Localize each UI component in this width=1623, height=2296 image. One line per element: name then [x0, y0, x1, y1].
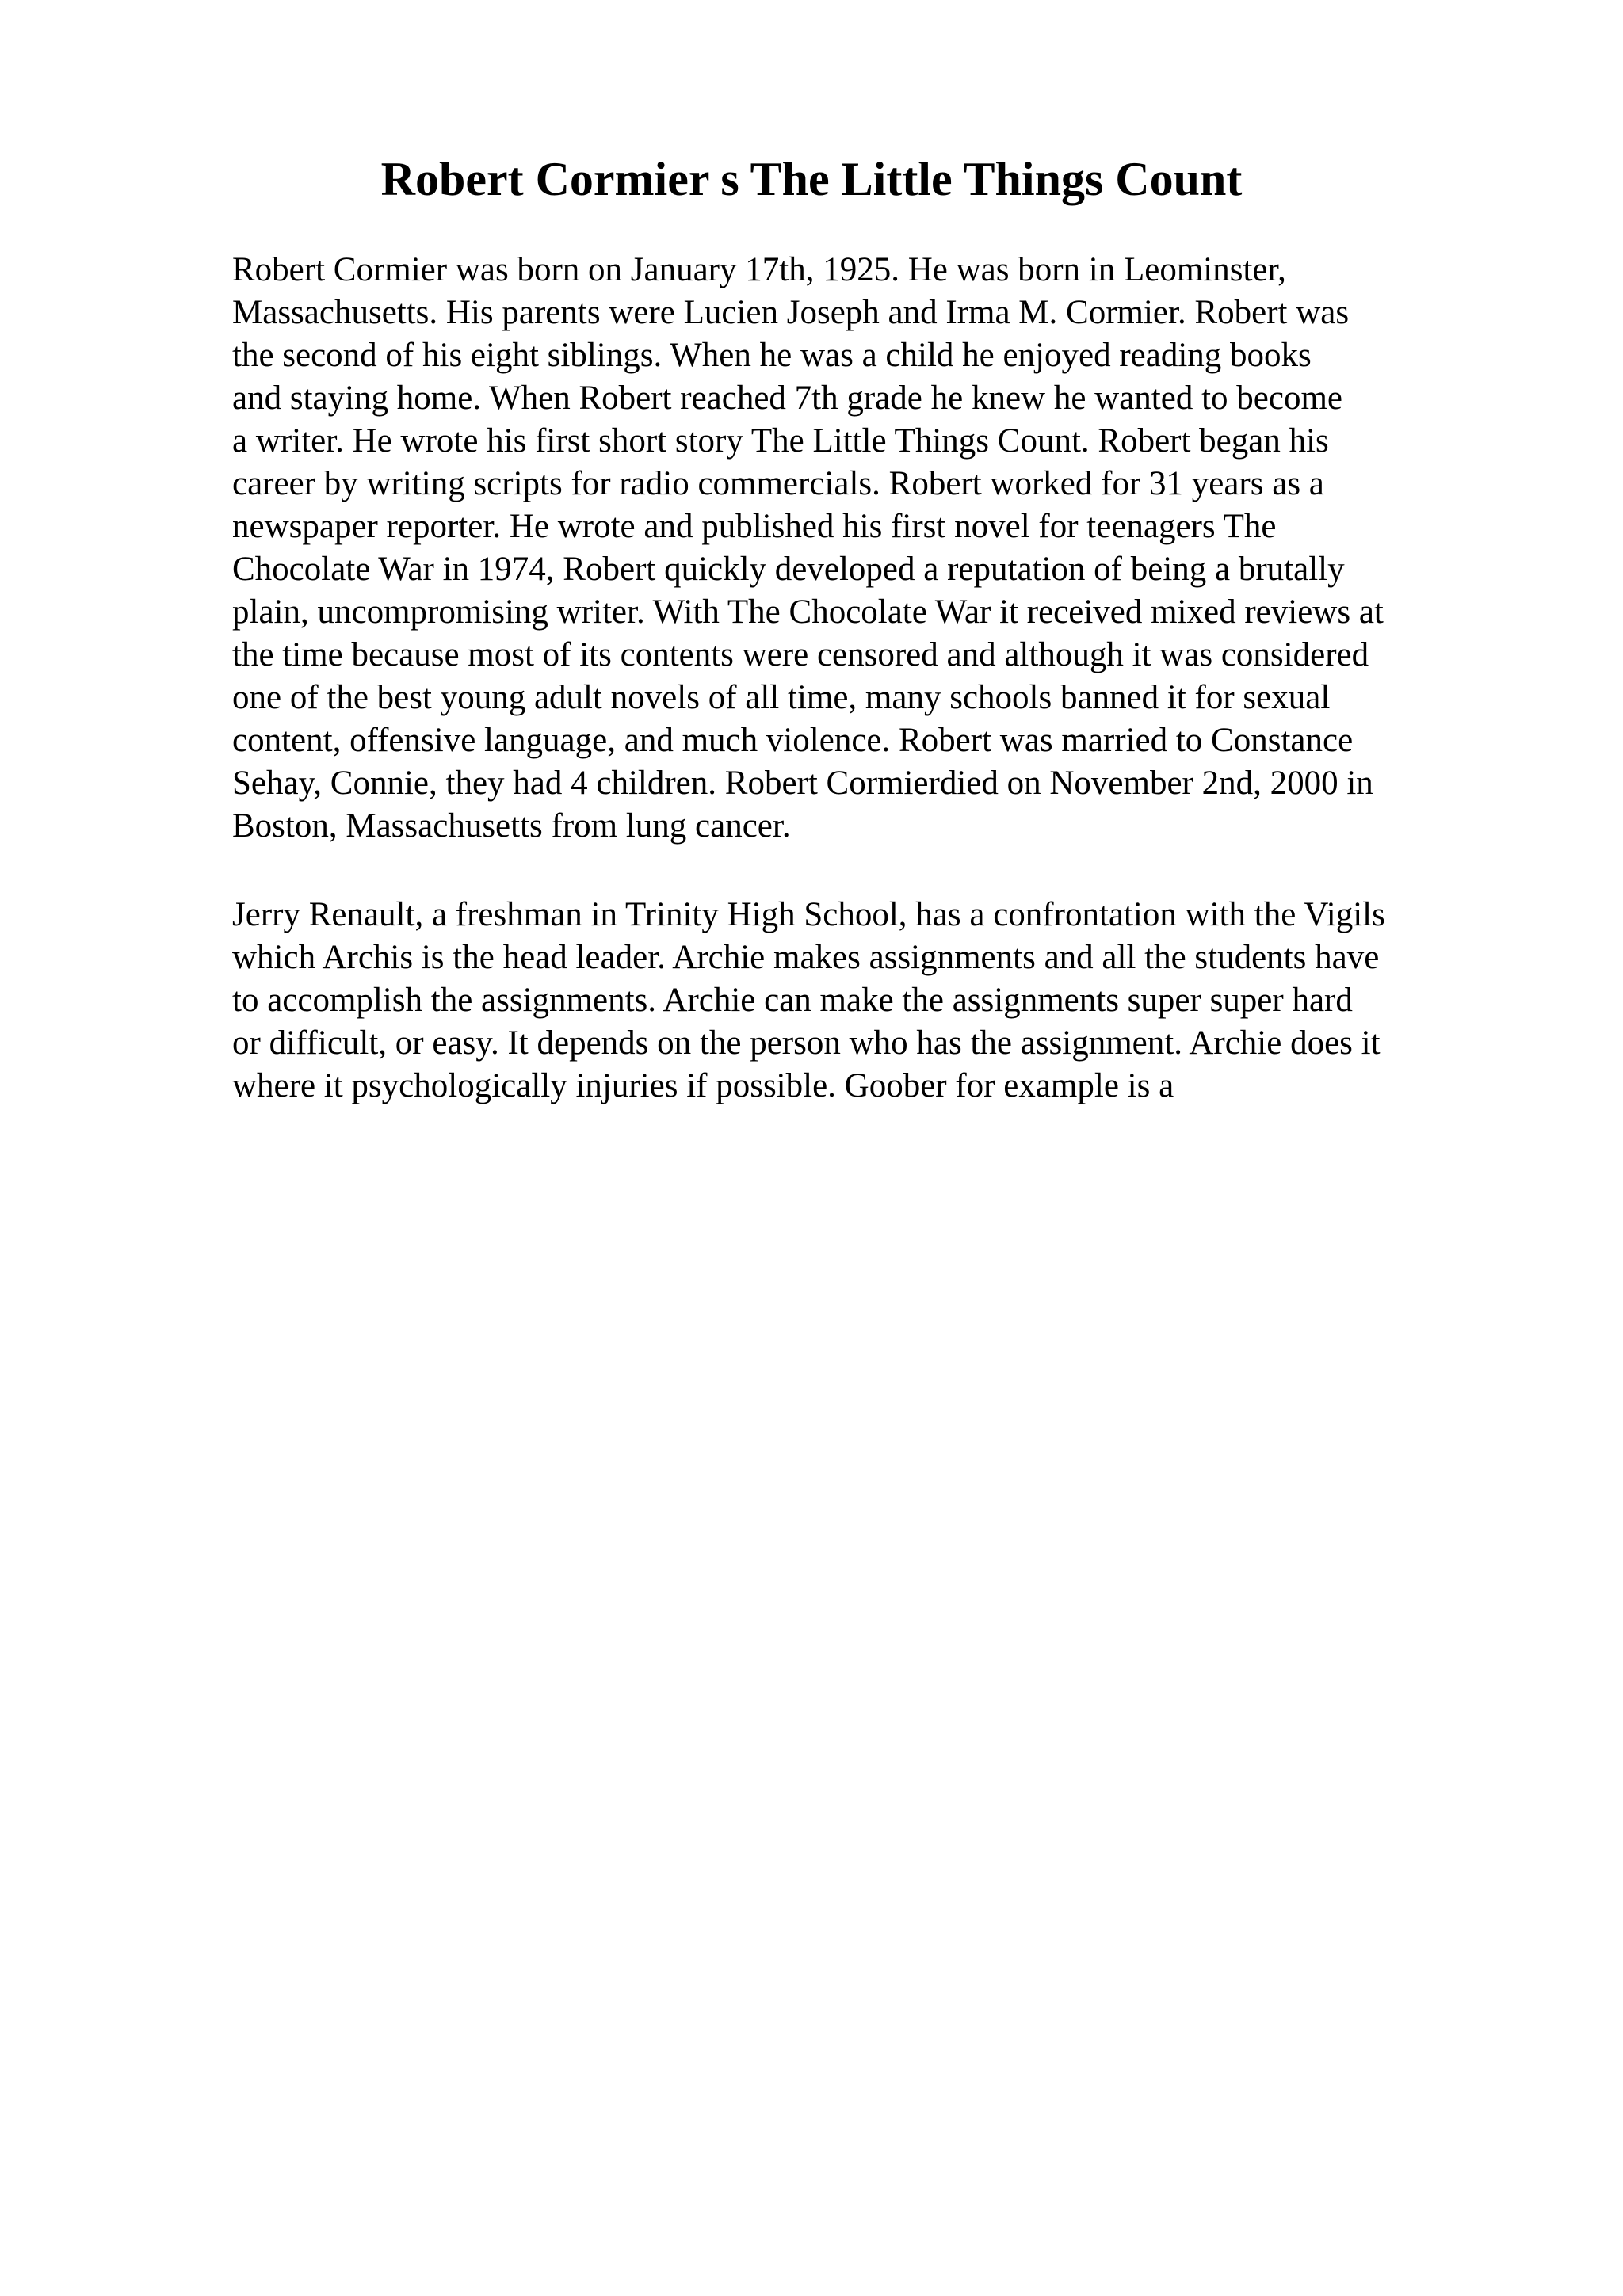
paragraph-line: plain, uncompromising writer. With The Chocolate War it received mixed reviews at — [232, 593, 1384, 631]
paragraph-line: Sehay, Connie, they had 4 children. Robert Cormierdied on November 2nd, 2000 in — [232, 765, 1373, 802]
paragraph-line: career by writing scripts for radio commercials. Robert worked for 31 years as a — [232, 465, 1324, 502]
paragraph-line: Boston, Massachusetts from lung cancer. — [232, 807, 791, 845]
document-title: Robert Cormier s The Little Things Count — [380, 153, 1243, 205]
paragraph-line: Jerry Renault, a freshman in Trinity High School, has a confrontation with the Vigils — [232, 896, 1385, 933]
paragraph-line: the time because most of its contents were censored and although it was considered — [232, 636, 1369, 673]
paragraph-line: and staying home. When Robert reached 7th grade he knew he wanted to become — [232, 379, 1342, 417]
paragraph-line: Chocolate War in 1974, Robert quickly developed a reputation of being a brutally — [232, 551, 1345, 588]
paragraph-biography — [232, 249, 1384, 848]
paragraph-line: Massachusetts. His parents were Lucien Joseph and Irma M. Cormier. Robert was — [232, 294, 1350, 331]
paragraph-line: a writer. He wrote his first short story The Little Things Count. Robert began his — [232, 422, 1329, 460]
paragraph-line: one of the best young adult novels of all time, many schools banned it for sexual — [232, 679, 1331, 716]
paragraph-line: or difficult, or easy. It depends on the person who has the assignment. Archie does it — [232, 1024, 1381, 1062]
paragraph-line: newspaper reporter. He wrote and published his first novel for teenagers The — [232, 508, 1277, 545]
paragraph-line: to accomplish the assignments. Archie can make the assignments super super hard — [232, 982, 1353, 1019]
paragraph-line: Robert Cormier was born on January 17th, 1925. He was born in Leominster, — [232, 251, 1286, 288]
paragraph-line: content, offensive language, and much violence. Robert was married to Constance — [232, 722, 1354, 759]
paragraph-line: the second of his eight siblings. When he was a child he enjoyed reading books — [232, 337, 1312, 374]
paragraph-summary — [232, 894, 1385, 1108]
paragraph-line: which Archis is the head leader. Archie makes assignments and all the students have — [232, 939, 1380, 976]
paragraph-line: where it psychologically injuries if possible. Goober for example is a — [232, 1067, 1174, 1104]
